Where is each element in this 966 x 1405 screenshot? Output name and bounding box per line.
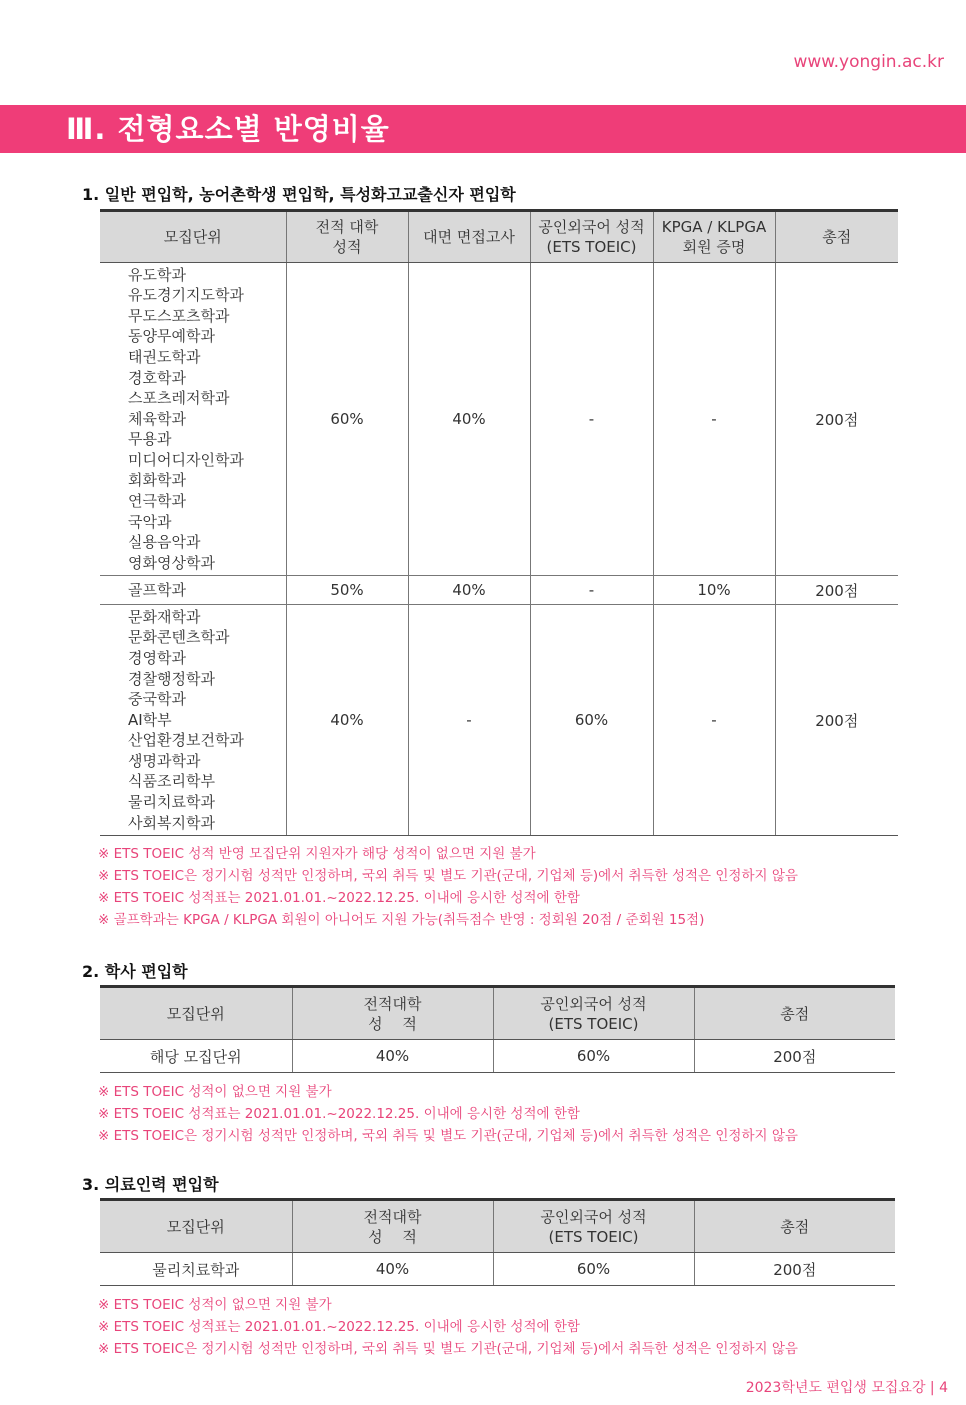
note: ※ ETS TOEIC 성적이 없으면 지원 불가 [98, 1297, 332, 1313]
unit-item: 산업환경보건학과 [128, 731, 244, 750]
unit-item: 생명과학과 [128, 751, 201, 770]
chapter-banner [0, 105, 966, 153]
unit-item: 무도스포츠학과 [128, 306, 230, 325]
unit-item: 문화콘텐츠학과 [128, 628, 230, 647]
table-header-row [100, 1200, 895, 1253]
section2-notes [98, 1081, 798, 1147]
unit-item: 실용음악과 [128, 533, 201, 552]
unit-item: 식품조리학부 [128, 772, 215, 791]
total-cell: 200점 [694, 1253, 895, 1286]
unit-item: 유도학과 [128, 265, 186, 284]
table-row [100, 576, 898, 605]
table-row [100, 1040, 895, 1073]
unit-item: 미디어디자인학과 [128, 450, 244, 469]
interview-cell: - [408, 605, 530, 836]
note: ※ ETS TOEIC은 정기시험 성적만 인정하며, 국외 취득 및 별도 기관(군대, 기업체 등)에서 취득한 성적은 인정하지 않음 [98, 1128, 798, 1144]
total-cell: 200점 [775, 605, 898, 836]
unit-item: 무용과 [128, 430, 172, 449]
total-cell: 200점 [775, 576, 898, 605]
col-header-unit: 모집단위 [100, 1200, 292, 1253]
col-header-toeic: 공인외국어 성적 (ETS TOEIC) [493, 987, 694, 1040]
note: ※ ETS TOEIC 성적표는 2021.01.01.~2022.12.25. 이내에 응시한 성적에 한함 [98, 1319, 580, 1335]
unit-item: 영화영상학과 [128, 553, 215, 572]
unit-item: 태권도학과 [128, 347, 201, 366]
note: ※ 골프학과는 KPGA / KLPGA 회원이 아니어도 지원 가능(취득점수 반영 : 정회원 20점 / 준회원 15점) [98, 912, 705, 928]
unit-list [100, 576, 286, 605]
col-header-total: 총점 [694, 1200, 895, 1253]
grade-cell: 60% [286, 263, 408, 576]
section2-table [100, 985, 895, 1073]
toeic-cell: 60% [530, 605, 653, 836]
col-header-total: 총점 [775, 211, 898, 263]
total-cell: 200점 [775, 263, 898, 576]
unit-item: 체육학과 [128, 409, 186, 428]
kpga-cell: - [653, 605, 775, 836]
unit-item: 국악과 [128, 512, 172, 531]
table-row [100, 263, 898, 576]
toeic-cell: - [530, 576, 653, 605]
section1-table [100, 209, 898, 836]
section1-title: 1. 일반 편입학, 농어촌학생 편입학, 특성화고교출신자 편입학 [82, 185, 516, 204]
interview-cell: 40% [408, 263, 530, 576]
col-header-grade: 전적대학 성 적 [292, 987, 493, 1040]
col-header-toeic: 공인외국어 성적 (ETS TOEIC) [530, 211, 653, 263]
col-header-total: 총점 [694, 987, 895, 1040]
grade-cell: 40% [286, 605, 408, 836]
note: ※ ETS TOEIC은 정기시험 성적만 인정하며, 국외 취득 및 별도 기관(군대, 기업체 등)에서 취득한 성적은 인정하지 않음 [98, 1341, 798, 1357]
note: ※ ETS TOEIC 성적이 없으면 지원 불가 [98, 1084, 332, 1100]
page-footer: 2023학년도 편입생 모집요강 | 4 [745, 1380, 948, 1396]
unit-item: 사회복지학과 [128, 813, 215, 832]
grade-cell: 40% [292, 1040, 493, 1073]
grade-cell: 50% [286, 576, 408, 605]
kpga-cell: 10% [653, 576, 775, 605]
unit-item: 연극학과 [128, 492, 186, 511]
note: ※ ETS TOEIC은 정기시험 성적만 인정하며, 국외 취득 및 별도 기관(군대, 기업체 등)에서 취득한 성적은 인정하지 않음 [98, 868, 798, 884]
unit-cell: 물리치료학과 [100, 1253, 292, 1286]
interview-cell: 40% [408, 576, 530, 605]
table-header-row [100, 987, 895, 1040]
unit-item: 문화재학과 [128, 607, 201, 626]
unit-item: 골프학과 [128, 580, 186, 599]
unit-item: 경호학과 [128, 368, 186, 387]
note: ※ ETS TOEIC 성적표는 2021.01.01.~2022.12.25. 이내에 응시한 성적에 한함 [98, 1106, 580, 1122]
section2-title: 2. 학사 편입학 [82, 962, 188, 981]
kpga-cell: - [653, 263, 775, 576]
section3-table [100, 1198, 895, 1286]
col-header-grade: 전적대학 성 적 [292, 1200, 493, 1253]
unit-item: AI학부 [128, 710, 172, 729]
col-header-interview: 대면 면접고사 [408, 211, 530, 263]
unit-item: 동양무예학과 [128, 327, 215, 346]
col-header-unit: 모집단위 [100, 987, 292, 1040]
unit-item: 경찰행정학과 [128, 669, 215, 688]
col-header-grade: 전적 대학 성적 [286, 211, 408, 263]
toeic-cell: 60% [493, 1253, 694, 1286]
col-header-unit: 모집단위 [100, 211, 286, 263]
table-row [100, 605, 898, 836]
section3-notes [98, 1294, 798, 1360]
unit-item: 중국학과 [128, 690, 186, 709]
col-header-toeic: 공인외국어 성적 (ETS TOEIC) [493, 1200, 694, 1253]
unit-item: 유도경기지도학과 [128, 286, 244, 305]
site-url[interactable]: www.yongin.ac.kr [793, 52, 944, 72]
unit-item: 경영학과 [128, 648, 186, 667]
total-cell: 200점 [694, 1040, 895, 1073]
chapter-title: Ⅲ. 전형요소별 반영비율 [66, 112, 390, 146]
note: ※ ETS TOEIC 성적 반영 모집단위 지원자가 해당 성적이 없으면 지원 불가 [98, 846, 536, 862]
unit-list [100, 263, 286, 576]
unit-cell: 해당 모집단위 [100, 1040, 292, 1073]
col-header-kpga: KPGA / KLPGA 회원 증명 [653, 211, 775, 263]
unit-item: 회화학과 [128, 471, 186, 490]
note: ※ ETS TOEIC 성적표는 2021.01.01.~2022.12.25. 이내에 응시한 성적에 한함 [98, 890, 580, 906]
unit-list [100, 605, 286, 836]
toeic-cell: - [530, 263, 653, 576]
toeic-cell: 60% [493, 1040, 694, 1073]
section3-title: 3. 의료인력 편입학 [82, 1175, 219, 1194]
grade-cell: 40% [292, 1253, 493, 1286]
section1-notes [98, 843, 798, 931]
table-header-row [100, 211, 898, 263]
unit-item: 스포츠레저학과 [128, 389, 230, 408]
table-row [100, 1253, 895, 1286]
unit-item: 물리치료학과 [128, 793, 215, 812]
